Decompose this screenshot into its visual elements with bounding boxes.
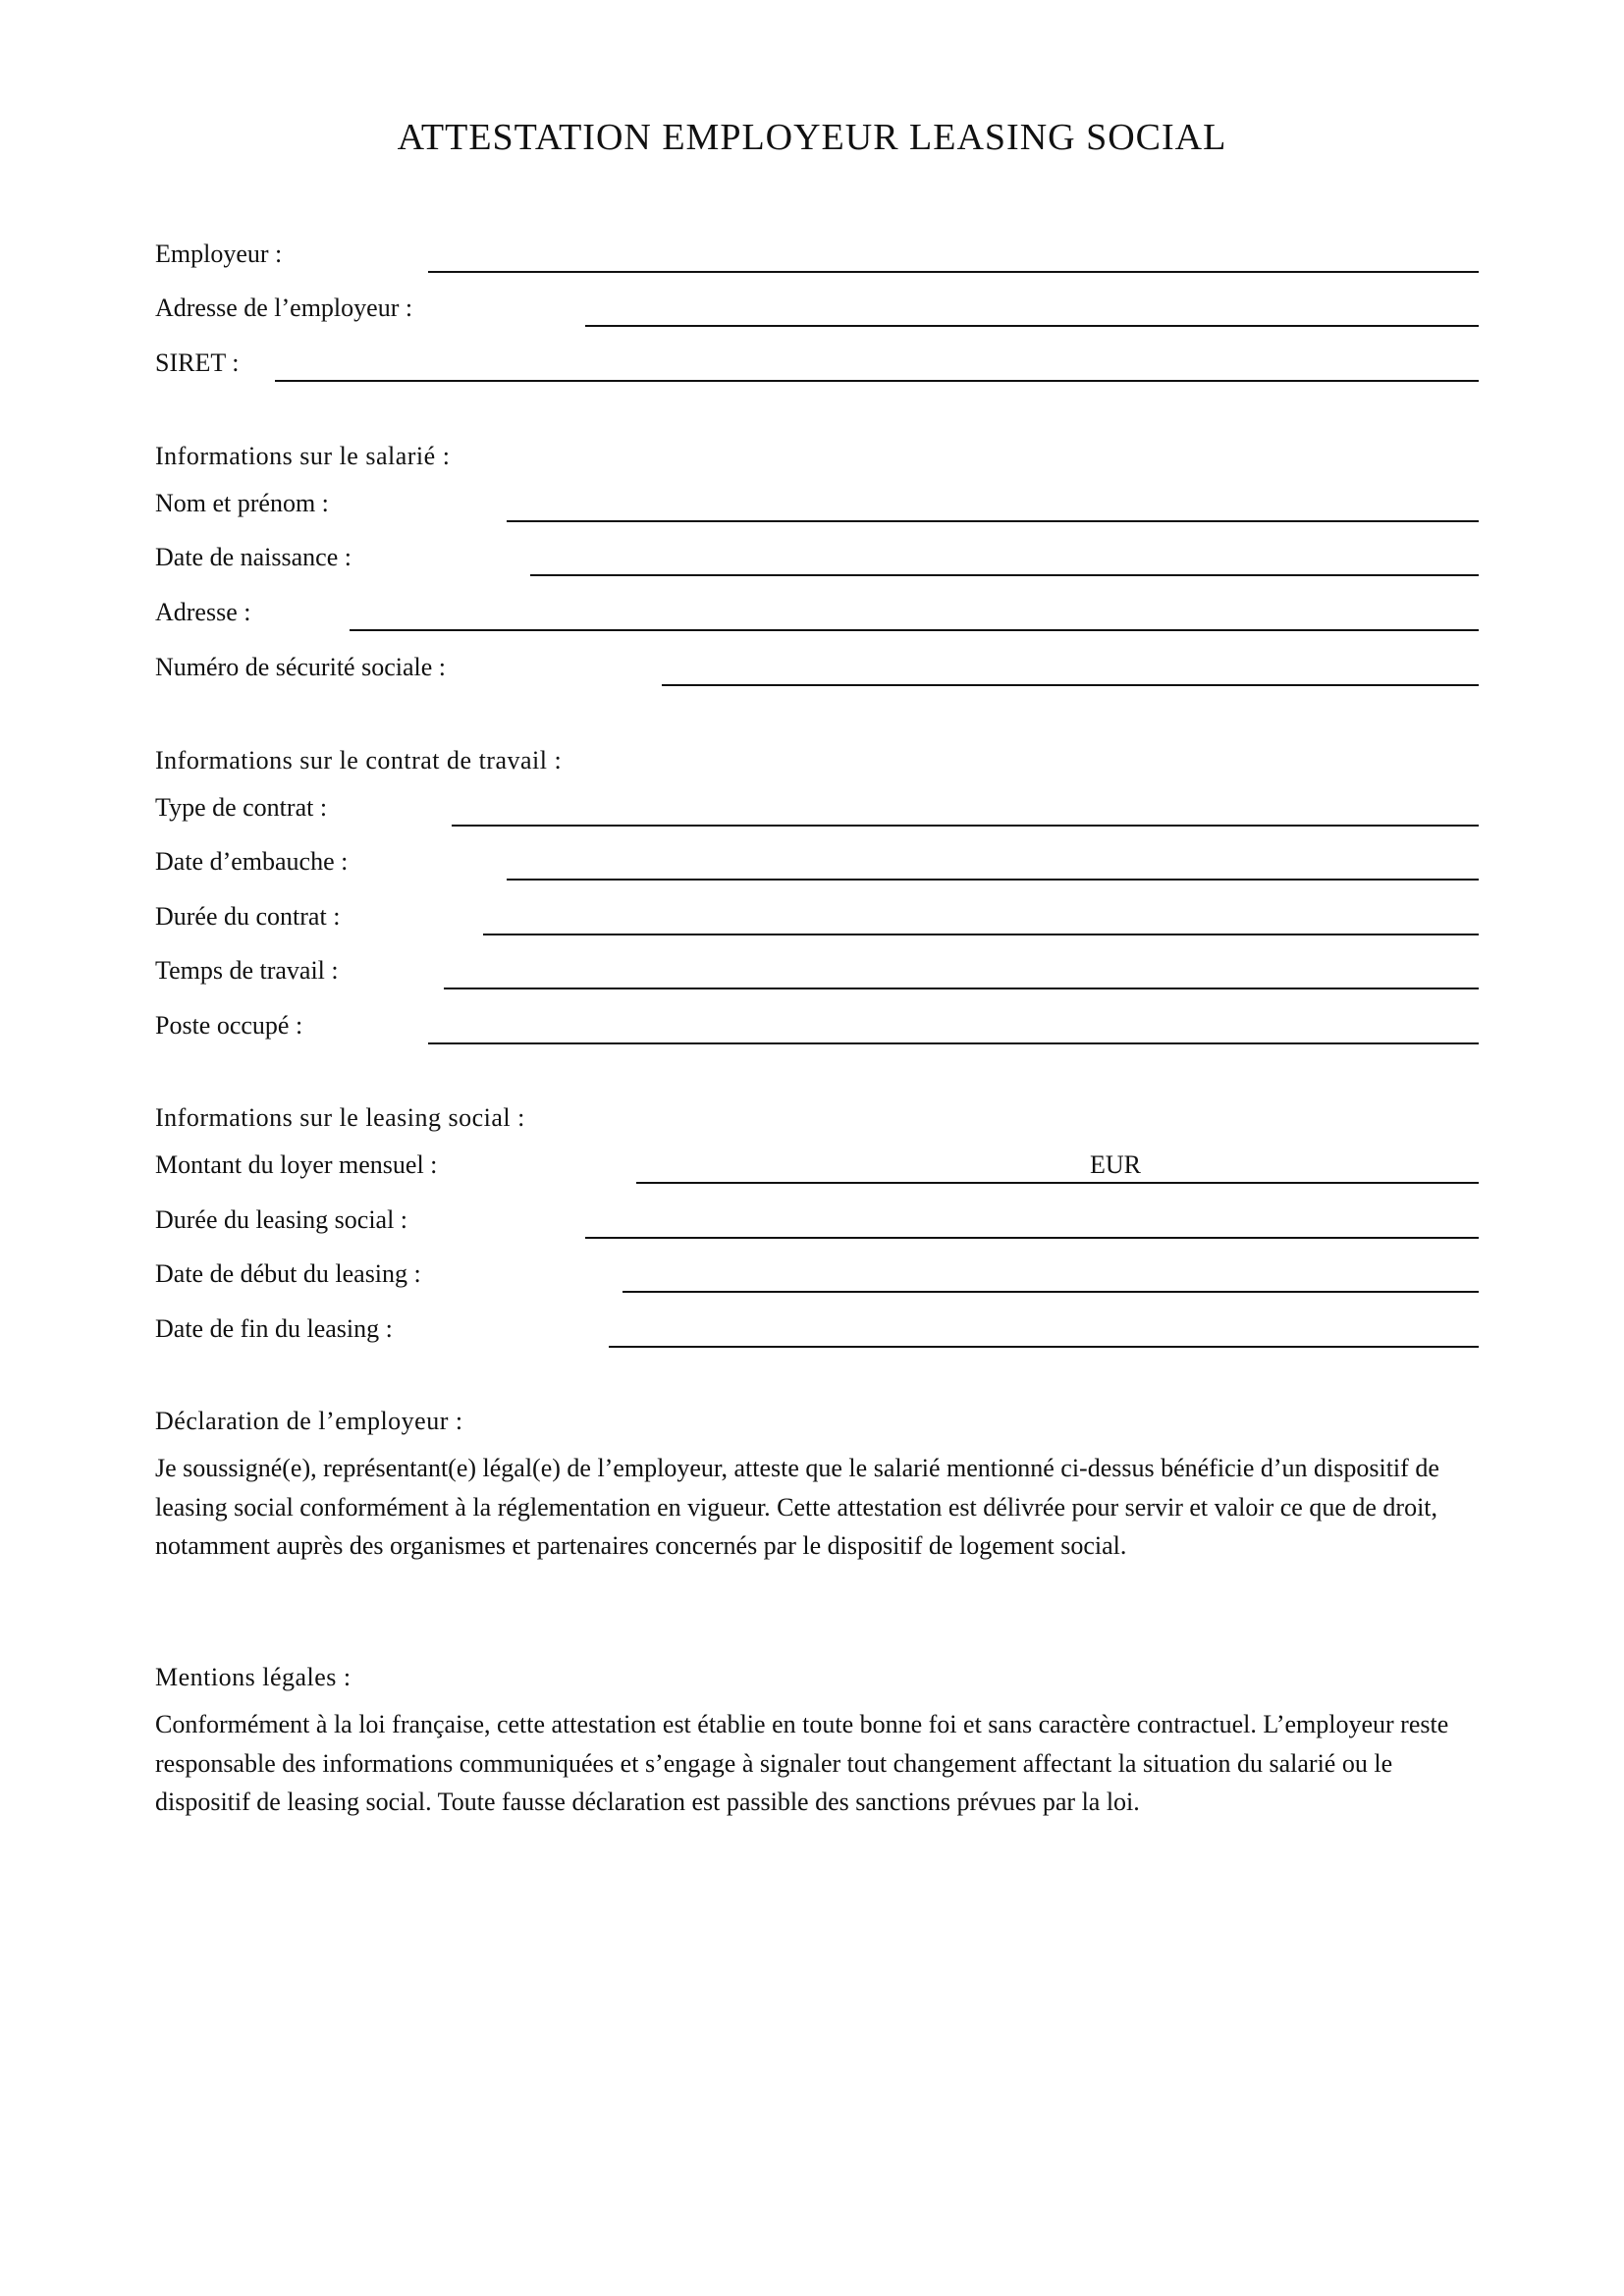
type-contrat-input-line[interactable] xyxy=(452,825,1479,827)
adresse-employeur-input-line[interactable] xyxy=(585,325,1479,327)
siret-field xyxy=(155,348,1479,388)
duree-leasing-input-line[interactable] xyxy=(585,1237,1479,1239)
loyer-mensuel-field xyxy=(155,1150,1479,1190)
temps-travail-input-line[interactable] xyxy=(444,988,1479,989)
adresse-salarie-label: Adresse : xyxy=(155,598,251,626)
loyer-currency-label: EUR xyxy=(1090,1150,1141,1179)
debut-leasing-label: Date de début du leasing : xyxy=(155,1259,421,1288)
siret-label: SIRET : xyxy=(155,348,240,377)
nom-prenom-label: Nom et prénom : xyxy=(155,489,329,517)
duree-contrat-field xyxy=(155,902,1479,941)
debut-leasing-field xyxy=(155,1259,1479,1299)
declaration-heading: Déclaration de l’employeur : xyxy=(155,1407,463,1435)
employee-section-heading: Informations sur le salarié : xyxy=(155,442,451,470)
date-naissance-label: Date de naissance : xyxy=(155,543,352,571)
duree-contrat-input-line[interactable] xyxy=(483,934,1479,935)
adresse-employeur-field xyxy=(155,294,1479,333)
adresse-salarie-field xyxy=(155,598,1479,637)
date-embauche-label: Date d’embauche : xyxy=(155,847,349,876)
mentions-legales-text: Conformément à la loi française, cette attestation est établie en toute bonne foi et sans caractère contractuel. L’employeur reste responsable des informations communiquées et s’engage à signaler tout changement affectant la situation du salarié ou le dispositif de leasing social. Toute fausse déclaration est passible des sanctions prévues par la loi. xyxy=(155,1710,1449,1816)
leasing-section-heading: Informations sur le leasing social : xyxy=(155,1103,525,1132)
type-contrat-label: Type de contrat : xyxy=(155,793,328,822)
fin-leasing-field xyxy=(155,1314,1479,1354)
loyer-mensuel-label: Montant du loyer mensuel : xyxy=(155,1150,438,1179)
temps-travail-label: Temps de travail : xyxy=(155,956,339,985)
employeur-field xyxy=(155,240,1479,279)
debut-leasing-input-line[interactable] xyxy=(623,1291,1479,1293)
securite-sociale-field xyxy=(155,653,1479,692)
securite-sociale-input-line[interactable] xyxy=(662,684,1479,686)
contract-section-heading: Informations sur le contrat de travail : xyxy=(155,746,563,774)
loyer-mensuel-input-line[interactable] xyxy=(636,1182,1479,1184)
fin-leasing-input-line[interactable] xyxy=(609,1346,1479,1348)
nom-prenom-field xyxy=(155,489,1479,528)
employeur-input-line[interactable] xyxy=(428,271,1479,273)
date-naissance-field xyxy=(155,543,1479,582)
adresse-employeur-label: Adresse de l’employeur : xyxy=(155,294,413,322)
type-contrat-field xyxy=(155,793,1479,832)
adresse-salarie-input-line[interactable] xyxy=(350,629,1479,631)
fin-leasing-label: Date de fin du leasing : xyxy=(155,1314,393,1343)
duree-leasing-field xyxy=(155,1205,1479,1245)
mentions-legales-heading: Mentions légales : xyxy=(155,1663,352,1691)
poste-occupe-label: Poste occupé : xyxy=(155,1011,303,1040)
poste-occupe-input-line[interactable] xyxy=(428,1042,1479,1044)
duree-leasing-label: Durée du leasing social : xyxy=(155,1205,408,1234)
siret-input-line[interactable] xyxy=(275,380,1479,382)
securite-sociale-label: Numéro de sécurité sociale : xyxy=(155,653,446,681)
document-title: ATTESTATION EMPLOYEUR LEASING SOCIAL xyxy=(397,117,1227,158)
date-embauche-field xyxy=(155,847,1479,886)
poste-occupe-field xyxy=(155,1011,1479,1050)
duree-contrat-label: Durée du contrat : xyxy=(155,902,341,931)
employeur-label: Employeur : xyxy=(155,240,283,268)
date-naissance-input-line[interactable] xyxy=(530,574,1479,576)
date-embauche-input-line[interactable] xyxy=(507,879,1479,881)
nom-prenom-input-line[interactable] xyxy=(507,520,1479,522)
declaration-text: Je soussigné(e), représentant(e) légal(e) de l’employeur, atteste que le salarié mentionné ci-dessus bénéficie d’un dispositif de leasing social conformément à la réglementation en vigueur. Cette attestation est délivrée pour servir et valoir ce que de droit, notamment auprès des organismes et partenaires concernés par le dispositif de logement social. xyxy=(155,1454,1439,1560)
temps-travail-field xyxy=(155,956,1479,995)
